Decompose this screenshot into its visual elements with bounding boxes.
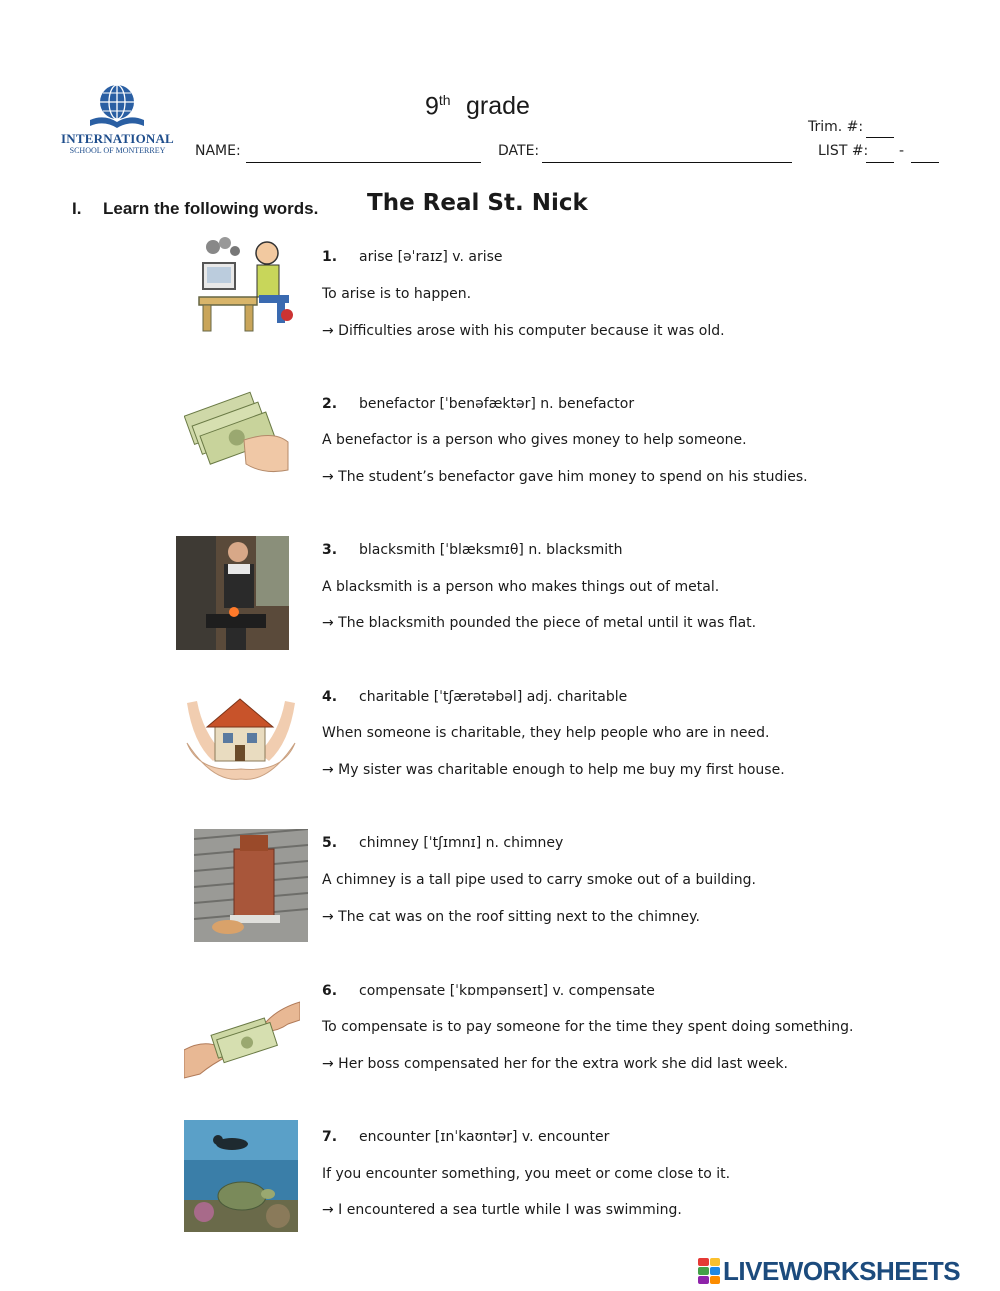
- item-5-example: → The cat was on the roof sitting next to the chimney.: [322, 909, 700, 925]
- globe-book-icon: [60, 82, 175, 132]
- item-7-number: 7.: [322, 1129, 338, 1145]
- money-in-hand-icon: [184, 380, 290, 485]
- grade-word: grade: [466, 92, 530, 120]
- item-6-example: → Her boss compensated her for the extra work she did last week.: [322, 1056, 788, 1072]
- item-5-number: 5.: [322, 835, 338, 851]
- item-4-example: → My sister was charitable enough to help me buy my first house.: [322, 762, 785, 778]
- chimney-cat-photo: [194, 829, 308, 942]
- liveworksheets-icon: [698, 1258, 720, 1284]
- item-7-headword: encounter [ɪnˈkaʊntər] v. encounter: [359, 1129, 610, 1145]
- house-in-hands-icon: [183, 683, 299, 789]
- list-separator: -: [899, 143, 905, 159]
- grade-suffix: th: [438, 92, 451, 108]
- school-name-line2: SCHOOL OF MONTERREY: [69, 146, 166, 155]
- date-field[interactable]: [542, 162, 792, 163]
- item-5-headword: chimney [ˈtʃɪmnɪ] n. chimney: [359, 835, 564, 851]
- trim-label: Trim. #:: [808, 119, 864, 135]
- item-1-example: → Difficulties arose with his computer because it was old.: [322, 323, 725, 339]
- list-field-2[interactable]: [911, 162, 939, 163]
- item-6-headword: compensate [ˈkɒmpənseɪt] v. compensate: [359, 983, 655, 999]
- item-7-example: → I encountered a sea turtle while I was swimming.: [322, 1202, 682, 1218]
- diver-sea-turtle-photo: [184, 1120, 298, 1232]
- item-6-definition: To compensate is to pay someone for the time they spent doing something.: [322, 1019, 854, 1035]
- section-number: I.: [72, 199, 82, 218]
- story-title: The Real St. Nick: [367, 190, 588, 216]
- trim-field[interactable]: [866, 137, 894, 138]
- liveworksheets-logo: [698, 1256, 960, 1286]
- item-1-number: 1.: [322, 249, 338, 265]
- item-3-headword: blacksmith [ˈblæksmɪθ] n. blacksmith: [359, 542, 623, 558]
- item-3-example: → The blacksmith pounded the piece of metal until it was flat.: [322, 615, 757, 631]
- item-2-example: → The student’s benefactor gave him money to spend on his studies.: [322, 469, 808, 485]
- blacksmith-photo: [176, 536, 289, 650]
- grade-number: 9th: [425, 92, 451, 121]
- item-6-number: 6.: [322, 983, 338, 999]
- item-3-definition: A blacksmith is a person who makes things out of metal.: [322, 579, 720, 595]
- item-4-definition: When someone is charitable, they help people who are in need.: [322, 725, 770, 741]
- item-7-definition: If you encounter something, you meet or come close to it.: [322, 1166, 731, 1182]
- date-label: DATE:: [498, 143, 540, 159]
- name-label: NAME:: [195, 143, 241, 159]
- frustrated-computer-user-icon: [195, 235, 300, 335]
- item-4-number: 4.: [322, 689, 338, 705]
- liveworksheets-wordmark: LIVEWORKSHEETS: [723, 1255, 961, 1286]
- item-2-definition: A benefactor is a person who gives money to help someone.: [322, 432, 747, 448]
- list-field-1[interactable]: [866, 162, 894, 163]
- item-4-headword: charitable [ˈtʃærətəbəl] adj. charitable: [359, 689, 628, 705]
- school-name-line1: INTERNATIONAL: [61, 131, 174, 146]
- item-3-number: 3.: [322, 542, 338, 558]
- hands-exchanging-money-icon: [184, 1000, 300, 1080]
- section-instruction: Learn the following words.: [103, 199, 319, 218]
- name-field[interactable]: [246, 162, 481, 163]
- item-2-headword: benefactor [ˈbenəfæktər] n. benefactor: [359, 396, 635, 412]
- item-5-definition: A chimney is a tall pipe used to carry smoke out of a building.: [322, 872, 756, 888]
- item-2-number: 2.: [322, 396, 338, 412]
- item-1-definition: To arise is to happen.: [322, 286, 472, 302]
- item-1-headword: arise [əˈraɪz] v. arise: [359, 249, 503, 265]
- list-label: LIST #:: [818, 143, 869, 159]
